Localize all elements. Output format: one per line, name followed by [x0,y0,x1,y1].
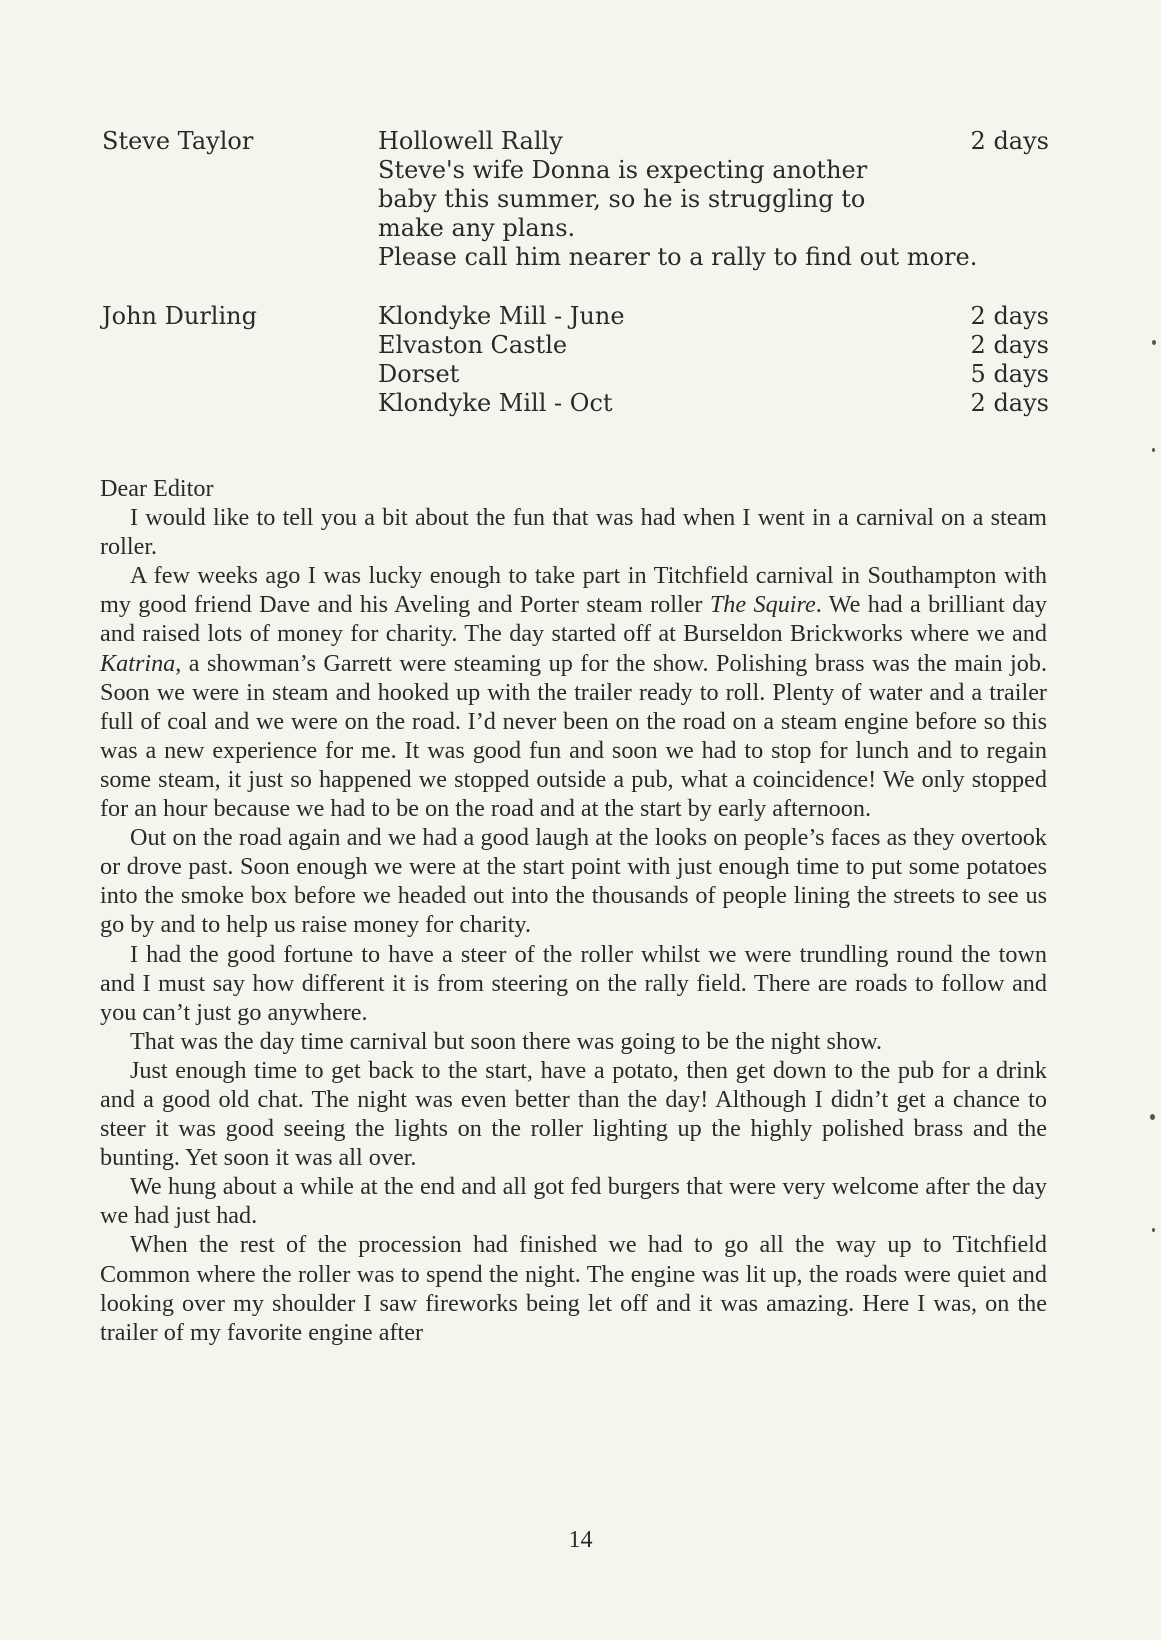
letter-body [100,474,1047,1347]
paragraph-text: A few weeks ago I was lucky enough to take part in Titchfield carnival in Southampton with my good friend Dave and his Aveling and Porter steam roller [100,562,1047,619]
engine-name: The Squire [709,591,816,619]
days-hollowell: 2 days [970,127,1049,155]
event-days: 5 days [970,360,1049,388]
note-line: Steve's wife Donna is expecting another [378,156,868,184]
event-days: 2 days [970,331,1049,359]
scan-speck [1152,340,1156,345]
letter-paragraph: I would like to tell you a bit about the fun that was had when I went in a carnival on a steam roller. [100,504,1047,561]
member-name-steve: Steve Taylor [102,127,254,155]
letter-paragraph: Just enough time to get back to the start, have a potato, then get down to the pub for a drink and a good old chat. The night was even better than the day! Although I didn’t get a chance to steer it was good seeing the lights on the roller lighting up the highly polished brass and the bunting. Yet soon it was all over. [100,1056,1047,1172]
scan-speck [1152,1228,1155,1232]
event-item: Dorset [378,360,460,388]
note-line: make any plans. [378,214,576,242]
event-item: Klondyke Mill - June [378,302,625,330]
letter-paragraph [100,561,1047,823]
paragraph-text: . We had a brilliant day and raised lots of money for charity. The day started off at Burseldon Brickworks where we and [100,591,1047,648]
event-item: Elvaston Castle [378,331,568,359]
event-days: 2 days [970,302,1049,330]
letter-salutation: Dear Editor [100,475,214,502]
letter-paragraph: When the rest of the procession had finished we had to go all the way up to Titchfield Common where the roller was to spend the night. The engine was lit up, the roads were quiet and looking over my shoulder I saw fireworks being let off and it was amazing. Here I was, on the trailer of my favorite engine after [100,1231,1047,1346]
scan-speck [1152,448,1155,452]
letter-paragraph: I had the good fortune to have a steer of the roller whilst we were trundling round the town and I must say how different it is from steering on the rally field. There are roads to follow and you can’t just go anywhere. [100,940,1047,1026]
letter-paragraph: That was the day time carnival but soon there was going to be the night show. [130,1027,883,1055]
scan-speck [1150,1114,1155,1120]
event-days: 2 days [970,389,1049,417]
page-number: 14 [568,1527,593,1553]
paragraph-text: , a showman’s Garrett were steaming up for the show. Polishing brass was the main job. Soon we were in steam and hooked up with the trailer ready to roll. Plenty of water and a trailer full of coal and we were on the road. I’d never been on the road on a steam engine before so this was a new experience for me. It was good fun and soon we had to stop for lunch and to regain some steam, it just so happened we stopped outside a pub, what a coincidence! We only stopped for an hour because we had to be on the road and at the start by early afternoon. [100,649,1047,823]
member-name-john: John Durling [102,302,257,330]
event-item: Klondyke Mill - Oct [378,389,613,417]
note-line: baby this summer, so he is struggling to [378,185,866,213]
letter-paragraph: We hung about a while at the end and all got fed burgers that were very welcome after the day we had just had. [100,1173,1047,1230]
engine-name: Katrina [100,649,176,677]
event-hollowell: Hollowell Rally [378,127,563,155]
note-line: Please call him nearer to a rally to find out more. [378,243,978,271]
letter-paragraph: Out on the road again and we had a good laugh at the looks on people’s faces as they overtook or drove past. Soon enough we were at the start point with just enough time to put some potatoes into the smoke box before we headed out into the thousands of people lining the streets to see us go by and to help us raise money for charity. [100,824,1047,939]
